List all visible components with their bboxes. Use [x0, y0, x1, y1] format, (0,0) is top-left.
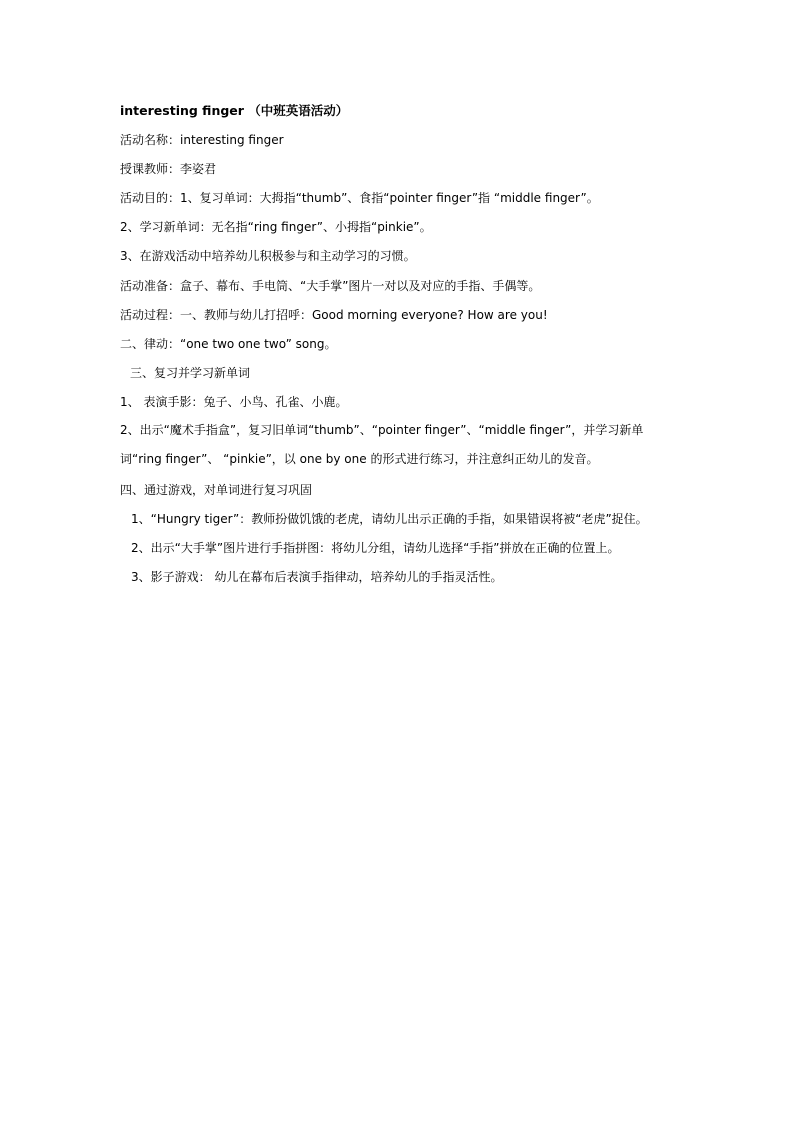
- process-line-2: 二、律动：“one two one two” song。: [120, 337, 337, 351]
- shadow-game-line: 3、影子游戏： 幼儿在幕布后表演手指律动，培养幼儿的手指灵活性。: [131, 570, 503, 584]
- hand-puzzle-line: 2、出示“大手掌”图片进行手指拼图：将幼儿分组，请幼儿选择“手指”拼放在正确的位置上。: [131, 541, 620, 555]
- document-title: interesting finger （中班英语活动）: [120, 103, 349, 118]
- magic-box-paragraph: 2、出示“魔术手指盒”，复习旧单词“thumb”、“pointer finger”、“middle finger”，并学习新单词“ring finger”、 “pinkie”，以 one by one 的形式进行练习，并注意纠正幼儿的发音。: [120, 423, 644, 466]
- objective-line-2: 2、学习新单词：无名指“ring finger”、小拇指“pinkie”。: [120, 220, 432, 234]
- objective-line-3: 3、在游戏活动中培养幼儿积极参与和主动学习的习惯。: [120, 249, 416, 263]
- game-review-line: 四、通过游戏，对单词进行复习巩固: [120, 483, 313, 497]
- objective-line-1: 活动目的：1、复习单词：大拇指“thumb”、食指“pointer finger”指 “middle finger”。: [120, 191, 599, 205]
- preparation-line: 活动准备：盒子、幕布、手电筒、“大手掌”图片一对以及对应的手指、手偶等。: [120, 279, 541, 293]
- hungry-tiger-line: 1、“Hungry tiger”：教师扮做饥饿的老虎，请幼儿出示正确的手指，如果错误将被“老虎”捉住。: [131, 512, 648, 526]
- activity-name-line: 活动名称：interesting finger: [120, 133, 284, 147]
- process-line-3: 三、复习并学习新单词: [130, 366, 251, 380]
- teacher-line: 授课教师：李姿君: [120, 162, 217, 176]
- process-line-1: 活动过程：一、教师与幼儿打招呼：Good morning everyone? How are you!: [120, 308, 548, 322]
- shadow-play-line: 1、 表演手影：兔子、小鸟、孔雀、小鹿。: [120, 395, 348, 409]
